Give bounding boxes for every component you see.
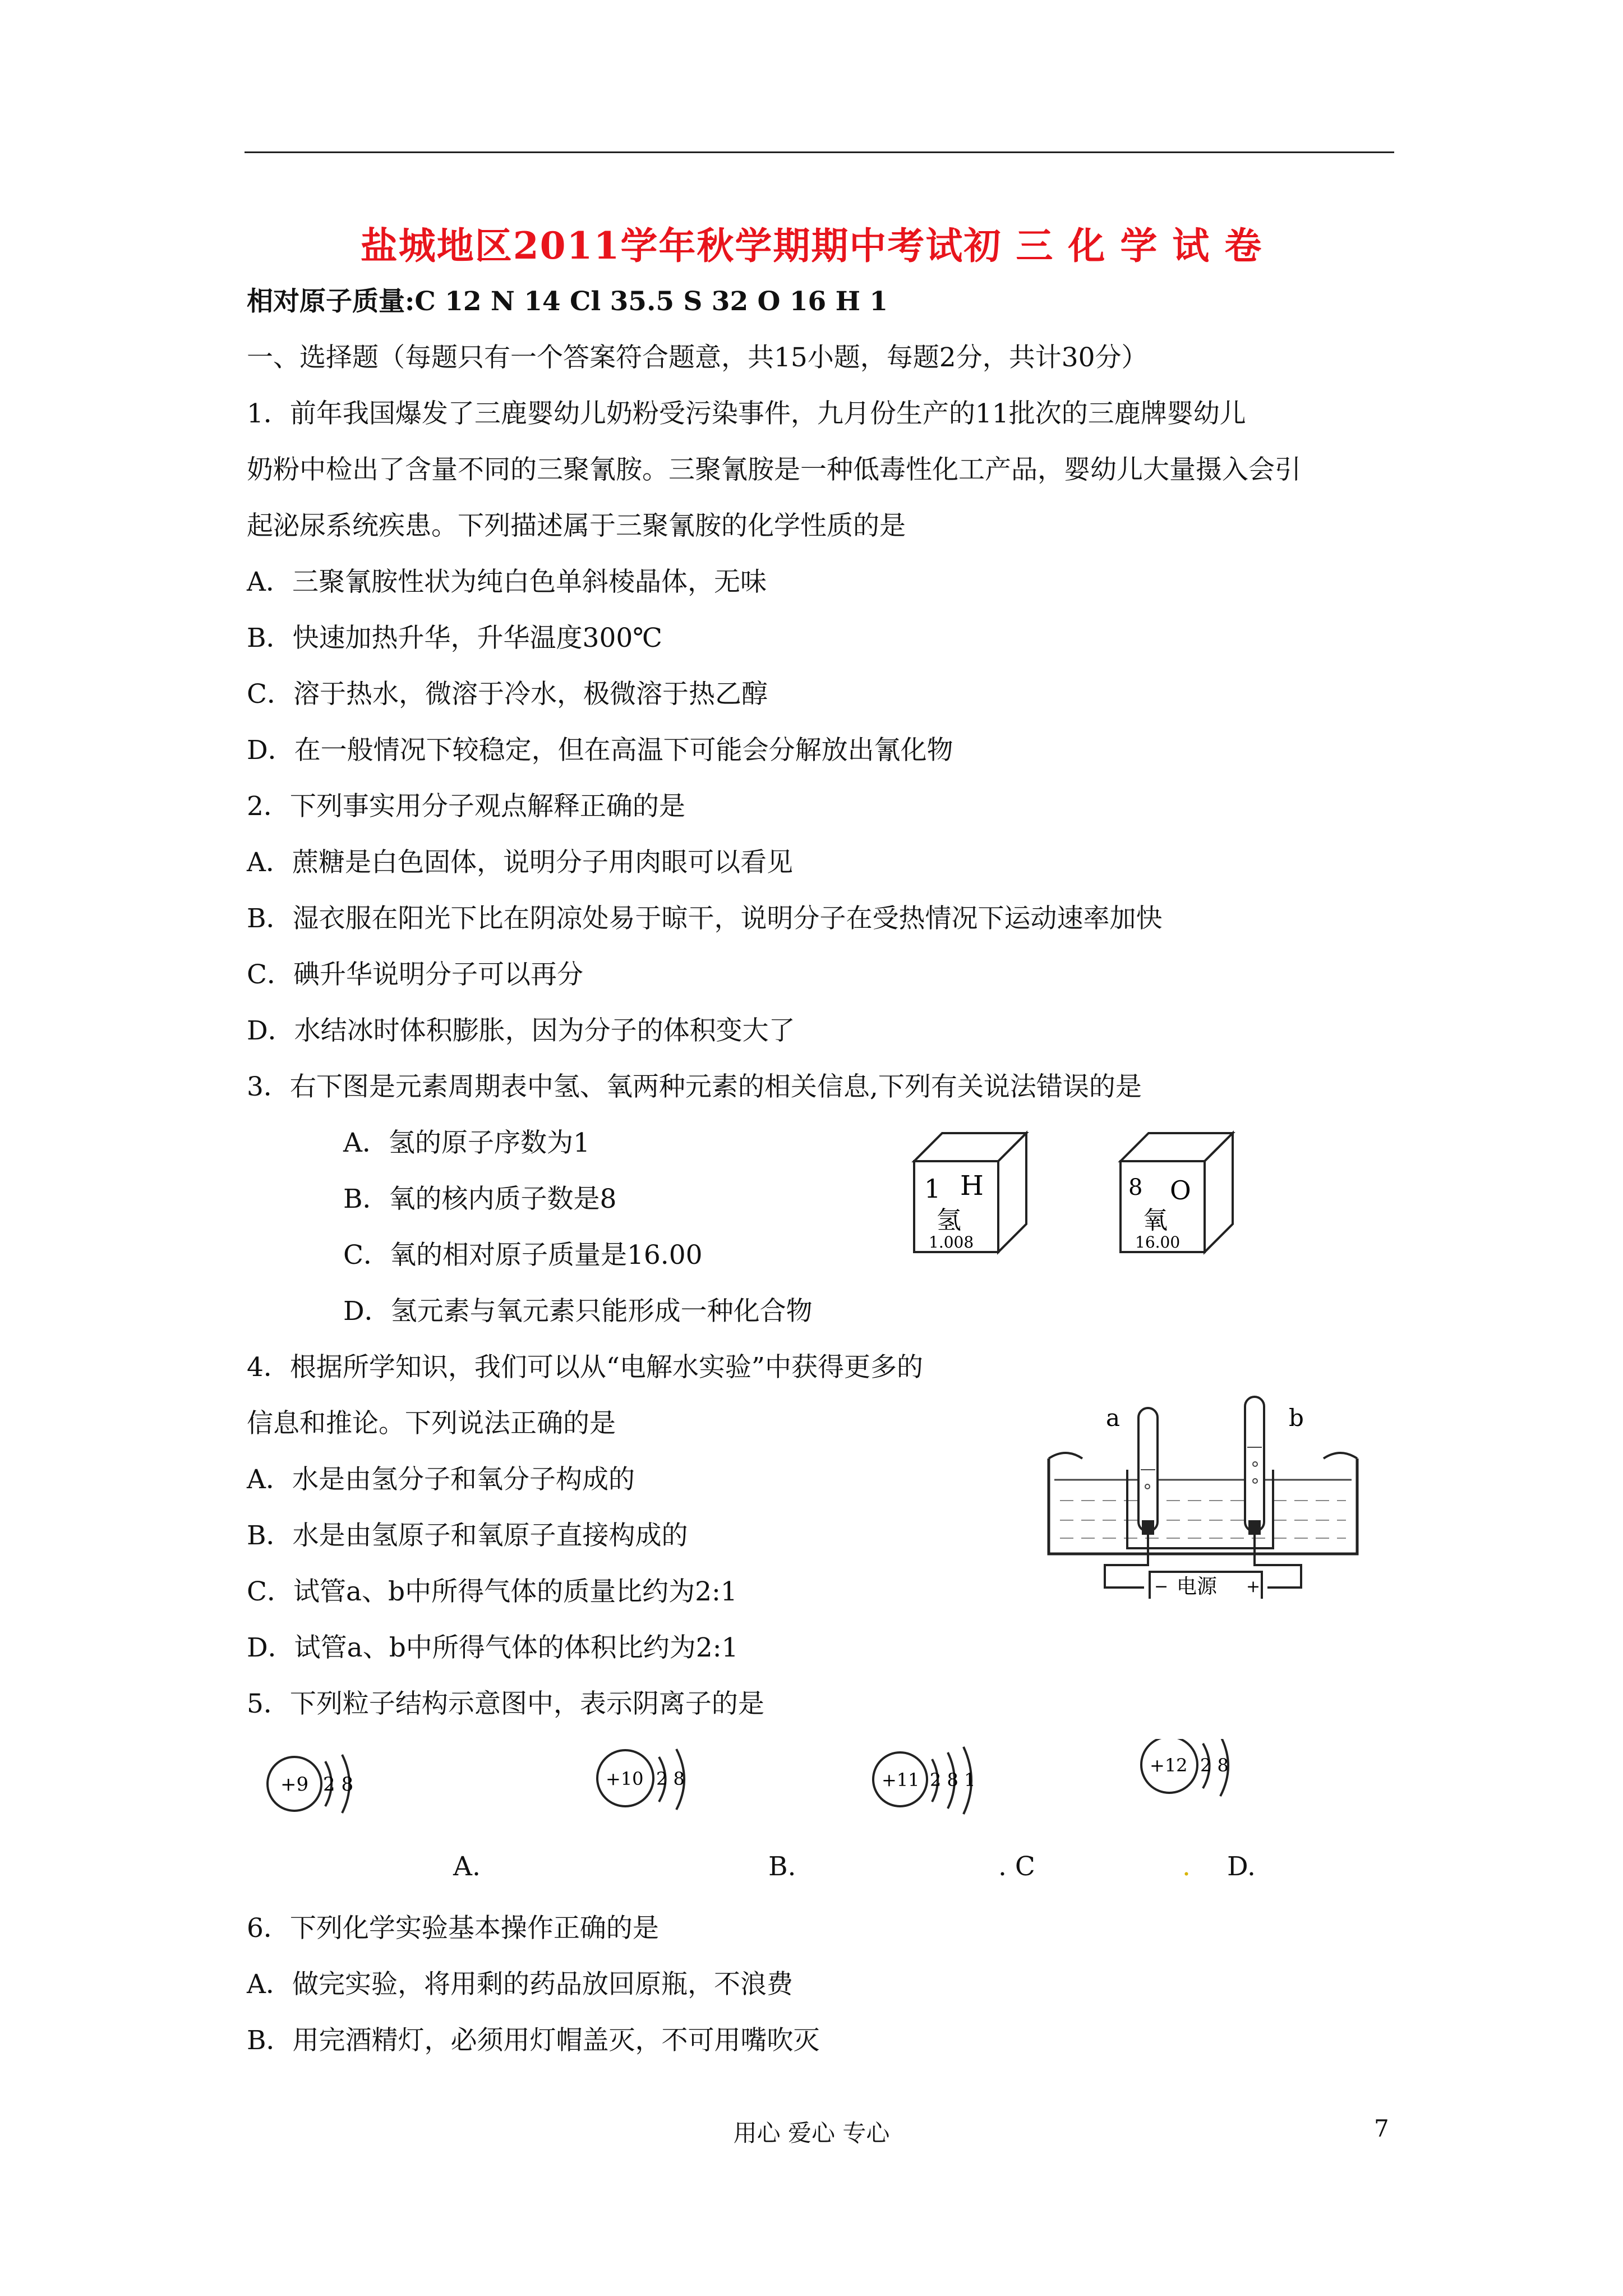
element-cubes-figure [909,1128,1256,1262]
q6-stem: 6．下列化学实验基本操作正确的是 [247,1913,659,1944]
q1-option-d: D．在一般情况下较稳定，但在高温下可能会分解放出氰化物 [247,735,953,766]
q3-option-b: B．氧的核内质子数是8 [343,1184,617,1214]
oxygen-cube [1121,1133,1233,1252]
h-name: 氢 [937,1206,961,1235]
q1-option-c: C．溶于热水，微溶于冷水，极微溶于热乙醇 [247,679,768,710]
power-label: 电源 [1177,1575,1218,1598]
o-mass: 16.00 [1135,1233,1181,1251]
q2-option-b: B．湿衣服在阳光下比在阴凉处易于晾干，说明分子在受热情况下运动速率加快 [247,903,1163,934]
particle-a [268,1755,353,1813]
tube-b-label: b [1289,1404,1304,1432]
tube-a-label: a [1106,1404,1121,1432]
svg-text:+12: +12 [1150,1755,1188,1776]
svg-text:2 8: 2 8 [323,1773,354,1796]
svg-text:2 8: 2 8 [1200,1755,1229,1776]
q2-option-d: D．水结冰时体积膨胀，因为分子的体积变大了 [247,1015,795,1046]
test-tube-b [1245,1397,1264,1531]
q2-option-c: C．碘升华说明分子可以再分 [247,959,583,990]
o-name: 氧 [1143,1206,1168,1235]
q5-stem: 5．下列粒子结构示意图中，表示阴离子的是 [247,1688,764,1719]
h-symbol: H [960,1170,984,1202]
electrolysis-apparatus [1043,1386,1380,1599]
q3-option-c: C．氧的相对原子质量是16.00 [343,1240,703,1271]
q3-option-a: A．氢的原子序数为1 [343,1128,590,1158]
q6-option-a: A．做完实验，将用剩的药品放回原瓶，不浪费 [247,1969,793,2000]
svg-text:+11: +11 [882,1769,920,1791]
svg-text:2 8 1: 2 8 1 [930,1769,976,1791]
o-symbol: O [1170,1175,1191,1205]
power-minus: − [1154,1577,1169,1596]
atomic-masses: 相对原子质量:C 12 N 14 Cl 35.5 S 32 O 16 H 1 [247,286,888,317]
particle-b [597,1749,685,1810]
q5-label-b: B. [768,1851,796,1882]
header-rule [245,151,1394,153]
power-plus: + [1246,1577,1261,1596]
q4-line1: 4．根据所学知识，我们可以从“电解水实验”中获得更多的 [247,1352,923,1383]
q4-option-b: B．水是由氢原子和氧原子直接构成的 [247,1520,688,1551]
page-title: 盐城地区2011学年秋学期期中考试初 三 化 学 试 卷 [360,224,1263,268]
q1-line3: 起泌尿系统疾患。下列描述属于三聚氰胺的化学性质的是 [247,510,906,541]
q3-stem: 3．右下图是元素周期表中氢、氧两种元素的相关信息,下列有关说法错误的是 [247,1071,1142,1102]
hydrogen-cube [914,1133,1026,1252]
o-number: 8 [1128,1175,1143,1200]
section-heading: 一、选择题（每题只有一个答案符合题意，共15小题，每题2分，共计30分） [247,342,1148,373]
h-mass: 1.008 [929,1233,974,1251]
q2-option-a: A．蔗糖是白色固体，说明分子用肉眼可以看见 [247,847,793,878]
q6-option-b: B．用完酒精灯，必须用灯帽盖灭，不可用嘴吹灭 [247,2025,820,2056]
q4-line2: 信息和推论。下列说法正确的是 [247,1408,616,1439]
q5-label-d: D. [1227,1851,1256,1882]
q3-option-d: D．氢元素与氧元素只能形成一种化合物 [343,1296,813,1327]
particle-c [873,1747,975,1814]
q4-option-a: A．水是由氢分子和氧分子构成的 [247,1464,635,1495]
particle-d [1141,1739,1229,1796]
beaker [1049,1458,1357,1554]
q4-option-c: C．试管a、b中所得气体的质量比约为2:1 [247,1576,737,1607]
q5-label-c: . C [998,1851,1035,1882]
svg-text:+9: +9 [280,1773,309,1796]
q5-stray-dot: . [1182,1851,1191,1882]
q4-option-d: D．试管a、b中所得气体的体积比约为2:1 [247,1632,739,1663]
q1-option-b: B．快速加热升华，升华温度300℃ [247,623,662,654]
svg-text:+10: +10 [606,1768,644,1789]
page-footer: 用心 爱心 专心 [733,2119,890,2147]
q5-label-a: A. [453,1851,481,1882]
svg-text:2 8: 2 8 [656,1768,685,1789]
q2-stem: 2．下列事实用分子观点解释正确的是 [247,791,685,822]
q1-option-a: A．三聚氰胺性状为纯白色单斜棱晶体，无味 [247,567,767,597]
q1-line1: 1．前年我国爆发了三鹿婴幼儿奶粉受污染事件，九月份生产的11批次的三鹿牌婴幼儿 [247,398,1246,429]
q1-line2: 奶粉中检出了含量不同的三聚氰胺。三聚氰胺是一种低毒性化工产品，婴幼儿大量摄入会引 [247,454,1301,485]
particle-diagrams [258,1739,1312,1840]
page-number: 7 [1374,2115,1389,2142]
h-number: 1 [924,1174,941,1204]
